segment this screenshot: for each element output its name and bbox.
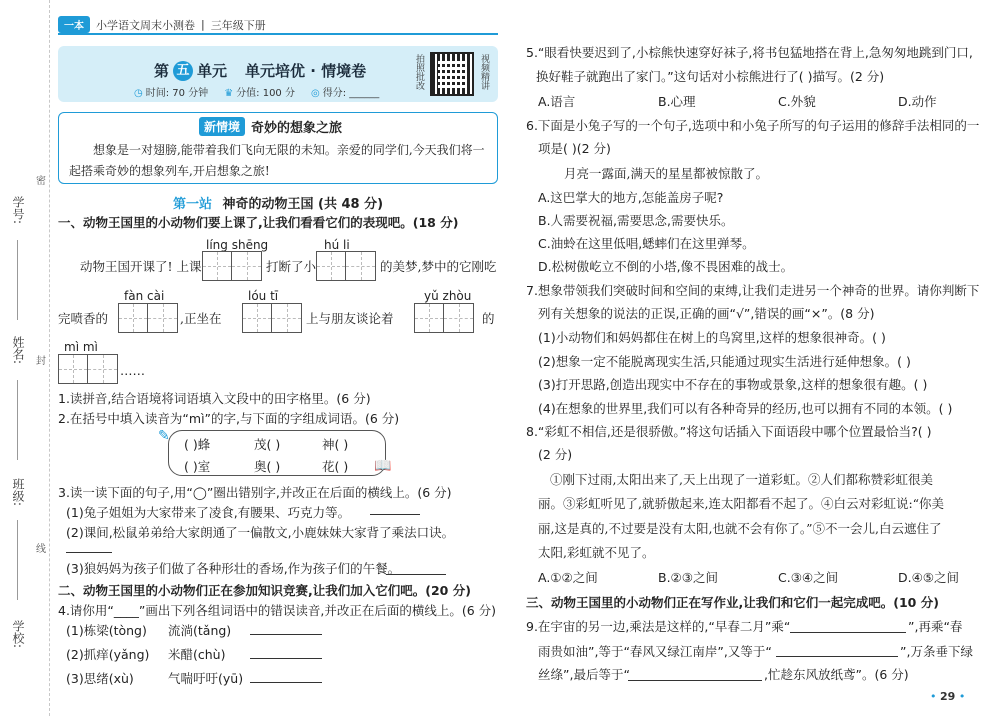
q6-option-c[interactable]: C.油蛉在这里低唱,蟋蟀们在这里弹琴。 — [538, 236, 755, 251]
q9-line-3b: ,忙趁东风放纸鸢”。(6 分) — [764, 667, 909, 682]
q7-item-3[interactable]: (3)打开思路,创造出现实中不存在的事物或景象,这样的想象很有趣。( ) — [538, 377, 928, 392]
exam-info — [134, 84, 379, 99]
q3-answer-line-1[interactable] — [370, 514, 420, 515]
unit-banner — [58, 46, 498, 102]
q6-option-b[interactable]: B.人需要祝福,需要思念,需要快乐。 — [538, 213, 734, 228]
q8-passage-4: 太阳,彩虹就不见了。 — [538, 545, 655, 560]
trophy-icon: ♛ — [224, 88, 234, 99]
pinyin-3: fàn cài — [124, 289, 165, 303]
q9-line-3a: 丝绦”,最后等于“ — [538, 667, 630, 682]
header-rule — [58, 33, 498, 35]
pinyin-1: líng shēng — [206, 238, 269, 252]
q9-answer-line-2[interactable] — [776, 656, 898, 657]
seal-mark-3: 线 — [36, 544, 46, 555]
q4-row-3b: 气喘吁吁(yū) — [168, 671, 244, 686]
school-label: 学校: — [11, 620, 25, 649]
section-1-heading: 一、动物王国里的小动物们要上课了,让我们看看它们的表现吧。(18 分) — [58, 215, 459, 230]
unit-prefix: 第 — [154, 62, 170, 80]
q2-item-5[interactable]: 奥( ) — [254, 459, 281, 474]
header-divider: | — [201, 18, 205, 31]
section-2-heading: 二、动物王国里的小动物们正在参加知识竞赛,让我们加入它们吧。(20 分) — [58, 583, 471, 598]
student-name-label: 姓名: — [11, 336, 25, 365]
question-6: 6.下面是小兔子写的一个句子,选项中和小兔子所写的句子运用的修辞手法相同的一 — [526, 118, 980, 133]
q9-line-2b: ”,万条垂下绿 — [900, 644, 973, 659]
tianzige-yuzhou[interactable] — [414, 303, 474, 333]
passage-line-2b: ,正坐在 — [180, 311, 222, 326]
question-3: 3.读一读下面的句子,用“◯”圈出错别字,并改正在后面的横线上。(6 分) — [58, 485, 452, 500]
q8-passage-3: 丽,这是真的,不过要是没有太阳,也就不会有你了。”⑤不一会儿,白云遮住了 — [538, 521, 942, 536]
q6-option-a[interactable]: A.这巴掌大的地方,怎能盖房子呢? — [538, 190, 724, 205]
q9-answer-line-1[interactable] — [790, 632, 906, 633]
seal-mark-2: 封 — [36, 356, 46, 367]
score-got-info — [311, 84, 379, 99]
scenario-box — [58, 112, 498, 184]
q8-option-c[interactable]: C.③④之间 — [778, 570, 839, 585]
class-line — [17, 520, 18, 600]
page-number: • 29 • — [930, 690, 966, 703]
clock-icon: ◷ — [134, 88, 143, 99]
score-total-info — [224, 84, 295, 99]
time-text: 时间: 70 分钟 — [145, 88, 209, 99]
question-5: 5.“眼看快要迟到了,小棕熊快速穿好袜子,将书包猛地搭在背上,急匆匆地跳到门口, — [526, 45, 973, 60]
tianzige-mimi[interactable] — [58, 354, 118, 384]
q3-sentence-1: (1)兔子姐姐为大家带来了凌食,有腰果、巧克力等。 — [66, 505, 351, 520]
tianzige-fancai[interactable] — [118, 303, 178, 333]
seal-mark-1: 密 — [36, 176, 46, 187]
station-number: 第一站 — [172, 197, 212, 212]
q9-line-1a: 9.在宇宙的另一边,乘法是这样的,“早春二月”乘“ — [526, 619, 791, 634]
q3-answer-line-3[interactable] — [386, 574, 446, 575]
series-title: 小学语文周末小测卷 — [96, 18, 195, 32]
question-4: 4.请你用“____”画出下列各组词语中的错误读音,并改正在后面的横线上。(6 分) — [58, 603, 497, 618]
scenario-title: 奇妙的想象之旅 — [251, 121, 343, 136]
q2-item-3[interactable]: 神( ) — [322, 437, 349, 452]
station-heading — [58, 193, 498, 212]
class-label: 班级: — [11, 478, 25, 507]
pencil-icon: ✎ — [158, 428, 170, 444]
section-3-heading: 三、动物王国里的小动物们正在写作业,让我们和它们一起完成吧。(10 分) — [526, 595, 939, 610]
unit-title — [154, 60, 366, 81]
tianzige-huli[interactable] — [316, 251, 376, 281]
q4-row-1b: 流淌(tǎng) — [168, 623, 232, 638]
passage-line-3-end: …… — [120, 363, 145, 378]
brand-logo: 一本 — [58, 16, 90, 33]
q3-sentence-2: (2)课间,松鼠弟弟给大家朗通了一偏散文,小鹿妹妹大家背了乘法口诀。 — [66, 525, 455, 540]
passage-line-2c: 上与朋友谈论着 — [306, 311, 394, 326]
q6-sentence: 月亮一露面,满天的星星都被惊散了。 — [564, 166, 768, 181]
target-icon: ◎ — [310, 88, 320, 99]
q5-option-c[interactable]: C.外貌 — [778, 94, 816, 109]
q5-option-d[interactable]: D.动作 — [898, 94, 937, 109]
q6-option-d[interactable]: D.松树傲屹立不倒的小塔,像不畏困难的战士。 — [538, 259, 794, 274]
q7-item-1[interactable]: (1)小动物们和妈妈都住在树上的鸟窝里,这样的想象很神奇。( ) — [538, 330, 886, 345]
q8-passage-2: 丽。③彩虹听见了,就骄傲起来,连太阳都看不起了。④白云对彩虹说:“你美 — [538, 496, 945, 511]
q5-option-b[interactable]: B.心理 — [658, 94, 696, 109]
unit-suffix: 单元 — [197, 62, 228, 80]
q5-option-a[interactable]: A.语言 — [538, 94, 576, 109]
pinyin-5: yǔ zhòu — [424, 289, 472, 303]
student-number-label: 学号: — [11, 196, 25, 225]
time-info — [134, 84, 208, 99]
unit-number: 五 — [173, 61, 193, 81]
q9-line-2a: 雨贵如油”,等于“春风又绿江南岸”,又等于“ — [538, 644, 772, 659]
q4-row-2a: (2)抓痒(yǎng) — [66, 647, 150, 662]
q8-option-b[interactable]: B.②③之间 — [658, 570, 718, 585]
question-5b: 换好鞋子就跑出了家门。”这句话对小棕熊进行了( )描写。(2 分) — [536, 69, 885, 84]
passage-line-1b: 打断了小 — [266, 259, 317, 274]
pinyin-6: mì mì — [64, 340, 98, 354]
passage-line-2d: 的 — [482, 311, 495, 326]
question-6b: 项是( )(2 分) — [538, 141, 611, 156]
unit-subtitle: 单元培优 · 情境卷 — [245, 62, 367, 80]
q9-line-1b: ”,再乘“春 — [908, 619, 963, 634]
q7-item-2[interactable]: (2)想象一定不能脱离现实生活,只能通过现实生活进行延伸想象。( ) — [538, 354, 911, 369]
tianzige-louti[interactable] — [242, 303, 302, 333]
q8-passage-1: ①刚下过雨,太阳出来了,天上出现了一道彩虹。②人们都称赞彩虹很美 — [550, 472, 933, 487]
q2-item-2[interactable]: 茂( ) — [254, 437, 281, 452]
question-2: 2.在括号中填入读音为“mì”的字,与下面的字组成词语。(6 分) — [58, 411, 400, 426]
q2-item-6[interactable]: 花( ) — [322, 459, 349, 474]
question-7: 7.想象带领我们突破时间和空间的束缚,让我们走进另一个神奇的世界。请你判断下 — [526, 283, 980, 298]
q3-answer-line-2[interactable] — [66, 552, 112, 553]
scenario-tag: 新情境 — [199, 117, 245, 136]
q8-option-a[interactable]: A.①②之间 — [538, 570, 598, 585]
passage-line-1c: 的美梦,梦中的它刚吃 — [380, 259, 497, 274]
qr-code-icon[interactable] — [430, 52, 474, 96]
tianzige-lingsheng[interactable] — [202, 251, 262, 281]
q4-answer-line-3[interactable] — [250, 682, 322, 683]
pinyin-2: hú li — [324, 238, 350, 252]
book-icon: 📖 — [374, 458, 392, 474]
grade-label: 三年级下册 — [210, 18, 266, 32]
q8-option-d[interactable]: D.④⑤之间 — [898, 570, 960, 585]
student-number-line — [17, 240, 18, 320]
passage-line-1a: 动物王国开课了! 上课 — [80, 259, 202, 274]
score-got-text: 得分: ______ — [322, 88, 380, 99]
q4-row-1a: (1)栋梁(tòng) — [66, 623, 147, 638]
question-1: 1.读拼音,结合语境将词语填入文段中的田字格里。(6 分) — [58, 391, 371, 406]
student-name-line — [17, 380, 18, 460]
question-7b: 列有关想象的说法的正误,正确的画“√”,错误的画“×”。(8 分) — [538, 306, 875, 321]
page-number-value: 29 — [940, 690, 956, 703]
photo-grading-label: 拍照批改 — [414, 54, 424, 90]
q9-answer-line-3[interactable] — [628, 680, 762, 681]
q3-sentence-3: (3)狼妈妈为孩子们做了各种形壮的香场,作为孩子们的午餐。 — [66, 561, 401, 576]
binding-margin — [0, 0, 50, 716]
q4-row-3a: (3)思绪(xù) — [66, 671, 134, 686]
scenario-header — [199, 117, 342, 136]
station-title: 神奇的动物王国 (共 48 分) — [222, 197, 384, 212]
score-total-text: 分值: 100 分 — [236, 88, 295, 99]
scenario-text: 想象是一对翅膀,能带着我们飞向无限的未知。亲爱的同学们,今天我们将一起搭乘奇妙的想象列车,开启想象之旅! — [69, 143, 485, 178]
q2-item-4[interactable]: ( )室 — [184, 459, 211, 474]
question-8b: (2 分) — [538, 447, 573, 462]
q4-answer-line-2[interactable] — [250, 658, 322, 659]
q2-item-1[interactable]: ( )蜂 — [184, 437, 211, 452]
video-lecture-label: 视频精讲 — [479, 54, 489, 90]
passage-line-2a: 完喷香的 — [58, 311, 109, 326]
top-header — [58, 16, 266, 33]
pinyin-4: lóu tī — [248, 289, 279, 303]
q7-item-4[interactable]: (4)在想象的世界里,我们可以有各种奇异的经历,也可以拥有不同的本领。( ) — [538, 401, 953, 416]
q4-answer-line-1[interactable] — [250, 634, 322, 635]
question-8: 8.“彩虹不相信,还是很骄傲。”将这句话插入下面语段中哪个位置最恰当?( ) — [526, 424, 932, 439]
q4-row-2b: 米醋(chù) — [168, 647, 226, 662]
